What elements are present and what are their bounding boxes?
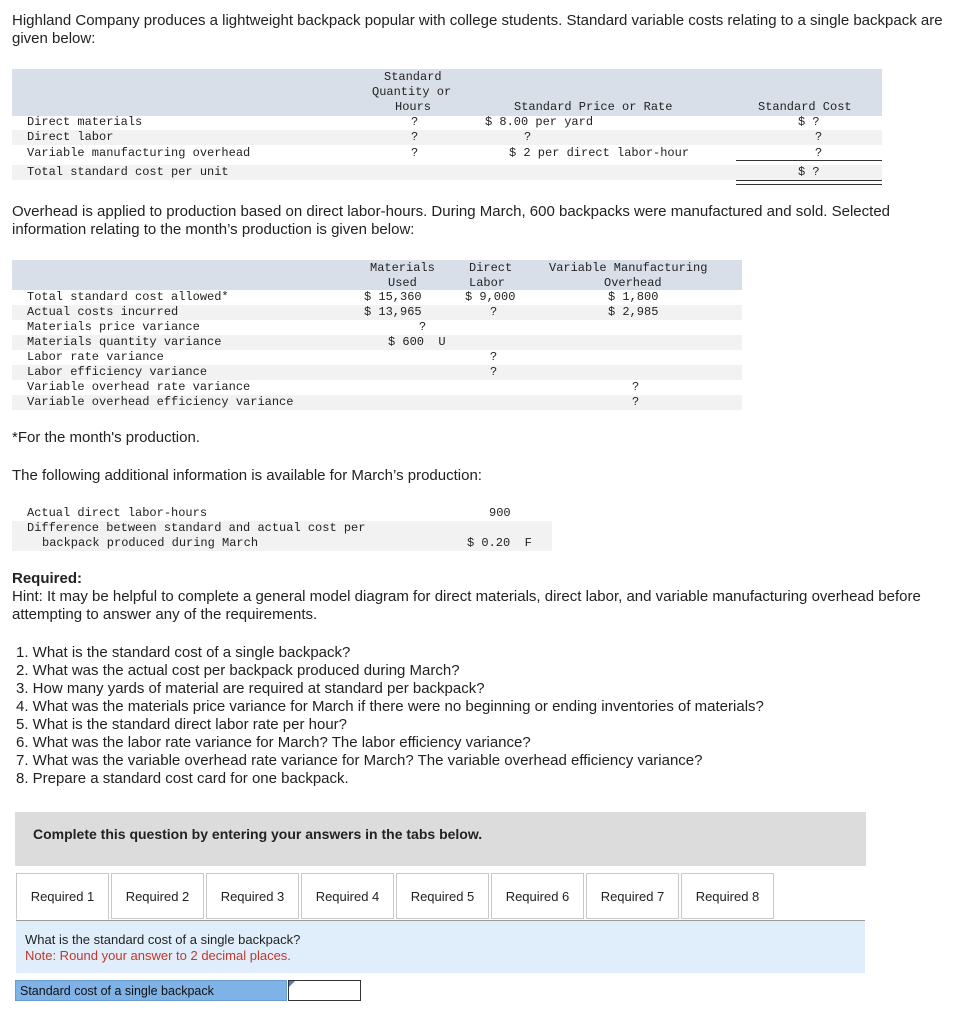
- header-voh-line1: Variable Manufacturing: [549, 261, 708, 275]
- subtotal-rule: [736, 160, 882, 161]
- row-cost: ?: [815, 146, 823, 160]
- row-label: Variable manufacturing overhead: [27, 146, 251, 160]
- row-label: Labor rate variance: [27, 350, 164, 364]
- total-value: $ ?: [798, 165, 820, 179]
- row-label-cont: backpack produced during March: [42, 536, 259, 550]
- row-labor: ?: [490, 350, 498, 364]
- input-corner-marker: [289, 981, 295, 987]
- row-voh: ?: [632, 380, 640, 394]
- list-item: 2. What was the actual cost per backpack produced during March?: [16, 662, 460, 679]
- answer-label: Standard cost of a single backpack: [15, 980, 287, 1001]
- total-double-rule: [736, 180, 882, 185]
- row-price: $ 8.00 per yard: [485, 115, 594, 129]
- header-labor-line1: Direct: [469, 261, 513, 275]
- table-row: [12, 320, 742, 335]
- requirements-list: [16, 644, 764, 788]
- tab-required-6[interactable]: Required 6: [491, 873, 584, 919]
- row-label: Variable overhead rate variance: [27, 380, 251, 394]
- list-item: 3. How many yards of material are required at standard per backpack?: [16, 680, 485, 697]
- table-row-total: [12, 165, 882, 180]
- table-row: [12, 290, 742, 305]
- header-materials-line1: Materials: [370, 261, 435, 275]
- list-item: 8. Prepare a standard cost card for one backpack.: [16, 770, 349, 787]
- total-label: Total standard cost per unit: [27, 165, 229, 179]
- row-label: Direct materials: [27, 115, 143, 129]
- row-qty: ?: [411, 146, 419, 160]
- row-label: Total standard cost allowed*: [27, 290, 229, 304]
- tab-required-5[interactable]: Required 5: [396, 873, 489, 919]
- row-voh: $ 2,985: [608, 305, 659, 319]
- requirements-tab-bar: [16, 873, 865, 921]
- header-qty-line1: Standard: [384, 70, 442, 84]
- list-item: 4. What was the materials price variance for March if there were no beginning or ending inventories of materials?: [16, 698, 764, 715]
- tab-required-3[interactable]: Required 3: [206, 873, 299, 919]
- tab-required-7[interactable]: Required 7: [586, 873, 679, 919]
- table-row: [12, 380, 742, 395]
- row-voh: ?: [632, 395, 640, 409]
- additional-info-text: The following additional information is available for March’s production:: [12, 467, 482, 484]
- row-materials: ?: [419, 320, 427, 334]
- row-label: Direct labor: [27, 130, 114, 144]
- row-label: Materials quantity variance: [27, 335, 222, 349]
- list-item: 1. What is the standard cost of a single backpack?: [16, 644, 351, 661]
- table-row: [12, 335, 742, 350]
- tab-required-4[interactable]: Required 4: [301, 873, 394, 919]
- row-label: Variable overhead efficiency variance: [27, 395, 294, 409]
- table-row: [12, 506, 552, 521]
- row-labor: ?: [490, 305, 498, 319]
- header-voh-line2: Overhead: [604, 276, 662, 290]
- table-row: [12, 130, 882, 145]
- standard-cost-input[interactable]: [288, 980, 361, 1001]
- question-text: What is the standard cost of a single backpack?: [25, 932, 301, 947]
- row-qty: ?: [411, 115, 419, 129]
- row-price: ?: [524, 130, 532, 144]
- header-labor-line2: Labor: [469, 276, 506, 290]
- instruction-box: [15, 812, 866, 866]
- row-materials: $ 13,965: [364, 305, 422, 319]
- table-row: [12, 521, 552, 551]
- list-item: 6. What was the labor rate variance for March? The labor efficiency variance?: [16, 734, 531, 751]
- row-voh: $ 1,800: [608, 290, 659, 304]
- list-item: 5. What is the standard direct labor rate per hour?: [16, 716, 348, 733]
- instruction-text: Complete this question by entering your answers in the tabs below.: [33, 826, 483, 842]
- row-cost: ?: [815, 130, 823, 144]
- overhead-text: Overhead is applied to production based on direct labor-hours. During March, 600 backpacks were manufactured and sold. Selected information relating to the month’s production is given below:: [12, 203, 891, 238]
- footnote: *For the month's production.: [12, 429, 200, 446]
- table-row: [12, 365, 742, 380]
- row-label: Materials price variance: [27, 320, 200, 334]
- required-hint: Hint: It may be helpful to complete a general model diagram for direct materials, direct labor, and variable manufacturing overhead before attempting to answer any of the requirements.: [12, 588, 921, 623]
- table-row: [12, 395, 742, 410]
- additional-info-table: [12, 506, 552, 551]
- standard-cost-table: [12, 69, 882, 185]
- table-row: [12, 146, 882, 161]
- table-row: [12, 305, 742, 320]
- table-row: [12, 350, 742, 365]
- required-section: [12, 570, 942, 624]
- tab-required-8[interactable]: Required 8: [681, 873, 774, 919]
- question-note: Note: Round your answer to 2 decimal places.: [25, 948, 291, 963]
- row-materials: $ 15,360: [364, 290, 422, 304]
- header-price: Standard Price or Rate: [514, 100, 673, 114]
- row-value: $ 0.20 F: [467, 536, 532, 550]
- list-item: 7. What was the variable overhead rate variance for March? The variable overhead efficiency variance?: [16, 752, 703, 769]
- row-price: $ 2 per direct labor-hour: [509, 146, 690, 160]
- row-labor: ?: [490, 365, 498, 379]
- row-labor: $ 9,000: [465, 290, 516, 304]
- required-title: Required:: [12, 570, 83, 587]
- row-label: Actual costs incurred: [27, 305, 179, 319]
- answer-row: [15, 980, 363, 1003]
- intro-text: Highland Company produces a lightweight backpack popular with college students. Standard variable costs relating to a single backpack are given below:: [12, 12, 943, 47]
- row-cost: $ ?: [798, 115, 820, 129]
- tab-required-2[interactable]: Required 2: [111, 873, 204, 919]
- row-qty: ?: [411, 130, 419, 144]
- tab-required-1[interactable]: Required 1: [16, 873, 109, 920]
- header-qty-line2: Quantity or: [372, 85, 452, 99]
- header-materials-line2: Used: [388, 276, 417, 290]
- header-cost: Standard Cost: [758, 100, 852, 114]
- row-label: Labor efficiency variance: [27, 365, 208, 379]
- row-label: Difference between standard and actual cost per: [27, 521, 366, 535]
- question-panel: [16, 921, 865, 973]
- row-materials: $ 600 U: [388, 335, 446, 349]
- row-value: 900: [489, 506, 511, 520]
- header-qty-line3: Hours: [395, 100, 432, 114]
- table-row: [12, 115, 882, 130]
- variance-table: [12, 260, 742, 410]
- row-label: Actual direct labor-hours: [27, 506, 208, 520]
